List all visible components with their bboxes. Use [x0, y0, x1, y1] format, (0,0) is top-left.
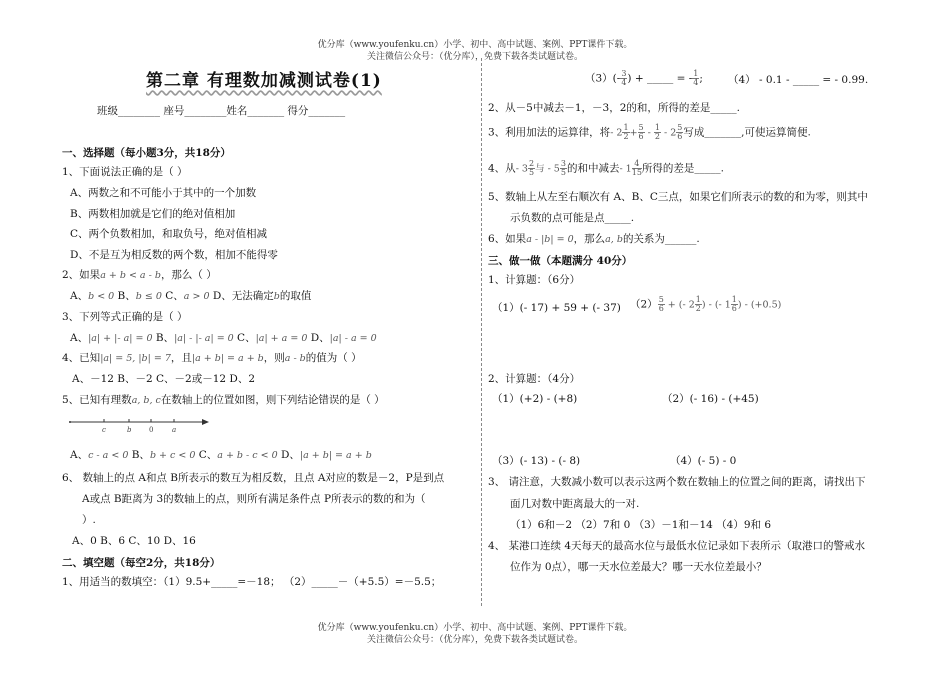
s1-q2-options: A、b < 0 B、b ≤ 0 C、a > 0 D、无法确定b的取值	[70, 290, 312, 302]
s1-q6-line2: A或点 B距离为 3的数轴上的点，则所有满足条件点 P所表示的数的和为（	[82, 493, 426, 505]
page-title: 第二章 有理数加减测试卷(1)	[146, 71, 382, 91]
s1-q5: 5、已知有理数a, b, c在数轴上的位置如图，则下列结论错误的是（ ）	[62, 394, 385, 406]
s1-q6-line1: 6、 数轴上的点 A和点 B所表示的数互为相反数，且点 A对应的数是－2，P是到点	[62, 472, 445, 484]
s1-q6-line3: ）.	[82, 514, 96, 526]
s3-q3-options: （1）6和－2 （2）7和 0 （3）－1和－14 （4）9和 6	[510, 519, 772, 531]
s1-q2: 2、如果a + b < a - b，那么（ ）	[62, 269, 217, 281]
s1-q1-b: B、两数相加就是它们的绝对值相加	[70, 208, 236, 220]
s2-q5-line1: 5、数轴上从左至右顺次有 A、B、C三点，如果它们所表示的数的和为零，则其中	[488, 191, 868, 203]
footer-line-1: 优分库（www.youfenku.cn）小学、初中、高中试题、案例、PPT课件下载。	[317, 623, 633, 633]
s2-q2: 2、从－5中减去－1，－3，2的和，所得的差是_____.	[488, 102, 740, 114]
footer-line-2: 关注微信公众号：（优分库），免费下载各类试题试卷。	[366, 635, 583, 645]
s2-q1: 1、用适当的数填空：（1）9.5+_____=－18； （2）_____－（+5.5）=－5.5；	[62, 576, 442, 588]
header-line-1: 优分库（www.youfenku.cn）小学、初中、高中试题、案例、PPT课件下载。	[317, 40, 633, 50]
section3-heading: 三、做一做（本题满分 40分）	[488, 255, 633, 267]
s3-q2-3: （3）(- 13) - (- 8)	[492, 455, 581, 467]
s1-q6-options: A、0 B、6 C、10 D、16	[72, 535, 196, 547]
s3-q1-1: （1）(- 17) + 59 + (- 37)	[492, 302, 621, 314]
s2-q4: 4、从- 3 $\frac{2}{5}$ 与 - 5 $\frac{3}{5}$ 的和中减去- 1 $\frac{4}{15}$ 所得的差是_____.	[488, 159, 725, 177]
numberline-label-a: a	[172, 426, 177, 434]
s3-q2: 2、计算题：（4分）	[488, 373, 581, 385]
s2-q1-4: （4） - 0.1 - _____ = - 0.99.	[728, 74, 869, 86]
s2-q3: 3、利用加法的运算律，将- 2 $\frac{1}{2}$ + $\frac{5}{6}$ - $\frac{1}{2}$ - 2 $\frac{5}{6}$ 写成_______,可使运算简便.	[488, 123, 811, 141]
numberline-label-b: b	[127, 426, 132, 434]
s1-q1-d: D、不是互为相反数的两个数，相加不能得零	[70, 249, 278, 261]
s1-q4: 4、已知|a| = 5, |b| = 7，且|a + b| = a + b，则a - b的值为（ ）	[62, 352, 362, 364]
s1-q3: 3、下列等式正确的是（ ）	[62, 311, 188, 323]
s1-q3-options: A、|a| + |- a| = 0 B、|a| - |- a| = 0 C、|a| + a = 0 D、|a| - a = 0	[70, 332, 377, 344]
header-line-2: 关注微信公众号：（优分库），免费下载各类试题试卷。	[366, 52, 583, 62]
s2-q5-line2: 示负数的点可能是点_____.	[510, 212, 635, 224]
numberline-label-c: c	[102, 426, 106, 434]
s3-q2-1: （1）(+2) - (+8)	[492, 393, 578, 405]
s3-q2-2: （2）(- 16) - (+45)	[662, 393, 759, 405]
s3-q3-line2: 面几对数中距离最大的一对.	[510, 498, 640, 510]
s1-q4-options: A、－12 B、－2 C、－2或－12 D、2	[72, 373, 256, 385]
s1-q1: 1、下面说法正确的是（ ）	[62, 166, 188, 178]
s3-q1-2: （2） $\frac{5}{6}$ + (- 2 $\frac{1}{2}$ ) - (- 1 $\frac{1}{6}$ ) - (+0.5)	[630, 295, 782, 313]
s3-q3-line1: 3、 请注意，大数减小数可以表示这两个数在数轴上的位置之间的距离，请找出下	[488, 476, 866, 488]
s2-q6: 6、如果a - |b| = 0，那么a, b的关系为______.	[488, 233, 700, 245]
s3-q1: 1、计算题：（6分）	[488, 274, 581, 286]
section2-heading: 二、填空题（每空2分，共18分）	[62, 557, 221, 569]
numberline-label-0: 0	[149, 426, 154, 434]
section1-heading: 一、选择题（每小题3分，共18分）	[62, 147, 231, 159]
s3-q4-line1: 4、 某港口连续 4天每天的最高水位与最低水位记录如下表所示（取港口的警戒水	[488, 540, 866, 552]
s2-q1-3: （3）(- $\frac{3}{4}$ ) + _____ = - $\frac{1}{4}$ ;	[585, 69, 703, 87]
s1-q1-c: C、两个负数相加，和取负号，绝对值相减	[70, 228, 268, 240]
s1-q1-a: A、两数之和不可能小于其中的一个加数	[70, 187, 257, 199]
column-divider	[481, 58, 482, 606]
s1-q5-options: A、c - a < 0 B、b + c < 0 C、a + b - c < 0 D、|a + b| = a + b	[70, 449, 372, 461]
s3-q2-4: （4）(- 5) - 0	[670, 455, 737, 467]
s3-q4-line2: 位作为 0点），哪一天水位差最大？哪一天水位差最小？	[510, 561, 767, 573]
info-line: 班级________ 座号________姓名_______ 得分_______	[97, 105, 346, 117]
number-line	[62, 412, 212, 434]
